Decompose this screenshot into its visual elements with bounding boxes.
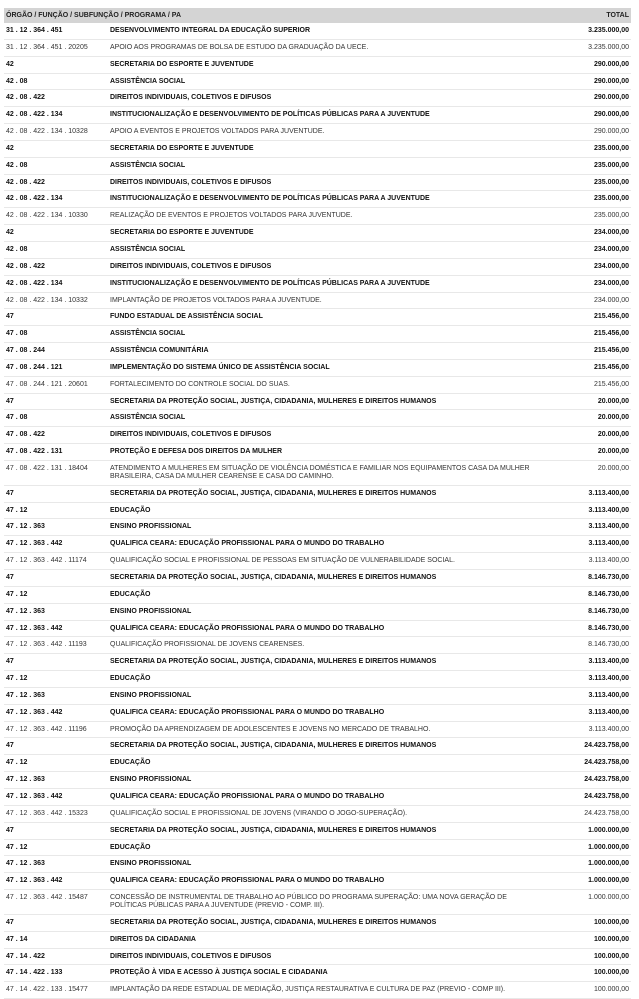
row-total: 3.113.400,00 bbox=[541, 485, 631, 502]
row-description: ENSINO PROFISSIONAL bbox=[108, 603, 541, 620]
row-description: ASSISTÊNCIA SOCIAL bbox=[108, 410, 541, 427]
table-row bbox=[4, 637, 631, 654]
row-total: 24.423.758,00 bbox=[541, 805, 631, 822]
row-code: 47 . 12 . 363 . 442 bbox=[4, 704, 108, 721]
row-total: 234.000,00 bbox=[541, 258, 631, 275]
table-row bbox=[4, 225, 631, 242]
row-description: ENSINO PROFISSIONAL bbox=[108, 856, 541, 873]
table-row bbox=[4, 326, 631, 343]
table-row bbox=[4, 687, 631, 704]
row-total: 20.000,00 bbox=[541, 427, 631, 444]
row-code: 47 . 12 . 363 . 442 bbox=[4, 620, 108, 637]
row-total: 20.000,00 bbox=[541, 393, 631, 410]
row-description: ASSISTÊNCIA COMUNITÁRIA bbox=[108, 343, 541, 360]
row-total: 100.000,00 bbox=[541, 914, 631, 931]
row-code: 42 . 08 bbox=[4, 73, 108, 90]
table-row bbox=[4, 444, 631, 461]
row-code: 42 . 08 . 422 bbox=[4, 174, 108, 191]
row-description: INSTITUCIONALIZAÇÃO E DESENVOLVIMENTO DE POLÍTICAS PÚBLICAS PARA A JUVENTUDE bbox=[108, 275, 541, 292]
table-row bbox=[4, 788, 631, 805]
table-row bbox=[4, 410, 631, 427]
row-code: 47 . 12 . 363 . 442 . 15487 bbox=[4, 890, 108, 915]
row-total: 1.000.000,00 bbox=[541, 856, 631, 873]
row-code: 47 . 12 bbox=[4, 755, 108, 772]
row-total: 3.113.400,00 bbox=[541, 519, 631, 536]
row-total: 3.113.400,00 bbox=[541, 502, 631, 519]
row-code: 47 . 12 . 363 bbox=[4, 687, 108, 704]
table-row bbox=[4, 376, 631, 393]
table-row bbox=[4, 174, 631, 191]
table-row bbox=[4, 73, 631, 90]
row-description: QUALIFICA CEARA: EDUCAÇÃO PROFISSIONAL PARA O MUNDO DO TRABALHO bbox=[108, 620, 541, 637]
row-description: PROTEÇÃO E DEFESA DOS DIREITOS DA MULHER bbox=[108, 444, 541, 461]
row-code: 47 . 08 . 422 . 131 . 18404 bbox=[4, 460, 108, 485]
row-description: QUALIFICAÇÃO PROFISSIONAL DE JOVENS CEARENSES. bbox=[108, 637, 541, 654]
row-total: 290.000,00 bbox=[541, 56, 631, 73]
table-row bbox=[4, 502, 631, 519]
row-code: 47 . 08 . 244 bbox=[4, 343, 108, 360]
row-description: IMPLANTAÇÃO DE PROJETOS VOLTADOS PARA A JUVENTUDE. bbox=[108, 292, 541, 309]
row-description: DIREITOS INDIVIDUAIS, COLETIVOS E DIFUSOS bbox=[108, 427, 541, 444]
row-code: 47 bbox=[4, 822, 108, 839]
row-description: APOIO AOS PROGRAMAS DE BOLSA DE ESTUDO DA GRADUAÇÃO DA UECE. bbox=[108, 39, 541, 56]
table-body bbox=[4, 23, 631, 999]
row-total: 3.113.400,00 bbox=[541, 671, 631, 688]
row-description: EDUCAÇÃO bbox=[108, 839, 541, 856]
table-row bbox=[4, 393, 631, 410]
row-code: 47 bbox=[4, 914, 108, 931]
row-total: 24.423.758,00 bbox=[541, 755, 631, 772]
table-row bbox=[4, 536, 631, 553]
row-total: 234.000,00 bbox=[541, 241, 631, 258]
row-total: 215.456,00 bbox=[541, 343, 631, 360]
table-row bbox=[4, 124, 631, 141]
row-total: 24.423.758,00 bbox=[541, 772, 631, 789]
table-row bbox=[4, 931, 631, 948]
table-row bbox=[4, 343, 631, 360]
row-description: DIREITOS INDIVIDUAIS, COLETIVOS E DIFUSOS bbox=[108, 90, 541, 107]
row-code: 47 . 12 bbox=[4, 671, 108, 688]
table-row bbox=[4, 805, 631, 822]
table-row bbox=[4, 914, 631, 931]
row-code: 47 . 08 . 422 . 131 bbox=[4, 444, 108, 461]
table-row bbox=[4, 140, 631, 157]
row-code: 47 . 12 . 363 . 442 bbox=[4, 536, 108, 553]
row-description: DESENVOLVIMENTO INTEGRAL DA EDUCAÇÃO SUPERIOR bbox=[108, 23, 541, 39]
row-code: 47 . 12 . 363 . 442 bbox=[4, 788, 108, 805]
row-description: IMPLEMENTAÇÃO DO SISTEMA ÚNICO DE ASSISTÊNCIA SOCIAL bbox=[108, 359, 541, 376]
row-total: 234.000,00 bbox=[541, 275, 631, 292]
table-row bbox=[4, 275, 631, 292]
row-code: 42 . 08 . 422 . 134 . 10332 bbox=[4, 292, 108, 309]
row-description: SECRETARIA DO ESPORTE E JUVENTUDE bbox=[108, 140, 541, 157]
row-description: SECRETARIA DA PROTEÇÃO SOCIAL, JUSTIÇA, CIDADANIA, MULHERES E DIREITOS HUMANOS bbox=[108, 570, 541, 587]
table-row bbox=[4, 460, 631, 485]
table-row bbox=[4, 738, 631, 755]
table-row bbox=[4, 359, 631, 376]
row-total: 1.000.000,00 bbox=[541, 873, 631, 890]
row-description: QUALIFICA CEARA: EDUCAÇÃO PROFISSIONAL PARA O MUNDO DO TRABALHO bbox=[108, 788, 541, 805]
row-description: CONCESSÃO DE INSTRUMENTAL DE TRABALHO AO PÚBLICO DO PROGRAMA SUPERAÇÃO: UMA NOVA GERAÇÃO DE POLÍTICAS PÚBLICAS PARA A JUVENTUDE (PREVIO - COMP. III). bbox=[108, 890, 541, 915]
row-total: 8.146.730,00 bbox=[541, 586, 631, 603]
table-row bbox=[4, 191, 631, 208]
row-description: DIREITOS INDIVIDUAIS, COLETIVOS E DIFUSOS bbox=[108, 258, 541, 275]
row-code: 47 bbox=[4, 738, 108, 755]
row-code: 31 . 12 . 364 . 451 bbox=[4, 23, 108, 39]
table-row bbox=[4, 721, 631, 738]
row-description: SECRETARIA DA PROTEÇÃO SOCIAL, JUSTIÇA, CIDADANIA, MULHERES E DIREITOS HUMANOS bbox=[108, 822, 541, 839]
row-description: SECRETARIA DO ESPORTE E JUVENTUDE bbox=[108, 225, 541, 242]
row-total: 235.000,00 bbox=[541, 191, 631, 208]
row-total: 8.146.730,00 bbox=[541, 620, 631, 637]
row-description: QUALIFICAÇÃO SOCIAL E PROFISSIONAL DE PESSOAS EM SITUAÇÃO DE VULNERABILIDADE SOCIAL. bbox=[108, 553, 541, 570]
row-description: DIREITOS DA CIDADANIA bbox=[108, 931, 541, 948]
table-row bbox=[4, 56, 631, 73]
row-total: 290.000,00 bbox=[541, 90, 631, 107]
row-description: ASSISTÊNCIA SOCIAL bbox=[108, 241, 541, 258]
row-code: 47 . 12 . 363 bbox=[4, 603, 108, 620]
row-code: 42 . 08 . 422 . 134 bbox=[4, 275, 108, 292]
row-code: 47 . 08 bbox=[4, 326, 108, 343]
row-total: 235.000,00 bbox=[541, 174, 631, 191]
row-description: ATENDIMENTO A MULHERES EM SITUAÇÃO DE VIOLÊNCIA DOMÉSTICA E FAMILIAR NOS EQUIPAMENTOS CASA DA MULHER BRASILEIRA, CASA DA MULHER CEARENSE E CASA DO CAMINHO. bbox=[108, 460, 541, 485]
row-total: 215.456,00 bbox=[541, 359, 631, 376]
header-codigo: ÓRGÃO / FUNÇÃO / SUBFUNÇÃO / PROGRAMA / PA bbox=[4, 8, 541, 23]
row-code: 47 . 12 . 363 bbox=[4, 772, 108, 789]
row-description: IMPLANTAÇÃO DA REDE ESTADUAL DE MEDIAÇÃO, JUSTIÇA RESTAURATIVA E CULTURA DE PAZ (PREVIO - COMP III). bbox=[108, 982, 541, 999]
table-row bbox=[4, 427, 631, 444]
table-row bbox=[4, 620, 631, 637]
row-total: 290.000,00 bbox=[541, 124, 631, 141]
table-row bbox=[4, 292, 631, 309]
row-total: 1.000.000,00 bbox=[541, 890, 631, 915]
row-total: 3.113.400,00 bbox=[541, 704, 631, 721]
row-code: 42 . 08 . 422 . 134 bbox=[4, 191, 108, 208]
header-total: TOTAL bbox=[541, 8, 631, 23]
table-row bbox=[4, 704, 631, 721]
row-total: 215.456,00 bbox=[541, 309, 631, 326]
row-total: 8.146.730,00 bbox=[541, 603, 631, 620]
row-code: 42 . 08 bbox=[4, 157, 108, 174]
row-description: PROTEÇÃO À VIDA E ACESSO À JUSTIÇA SOCIAL E CIDADANIA bbox=[108, 965, 541, 982]
row-code: 42 . 08 . 422 bbox=[4, 90, 108, 107]
row-description: ENSINO PROFISSIONAL bbox=[108, 519, 541, 536]
row-code: 47 . 12 . 363 . 442 . 11174 bbox=[4, 553, 108, 570]
row-total: 3.113.400,00 bbox=[541, 687, 631, 704]
row-code: 47 . 14 . 422 . 133 . 15477 bbox=[4, 982, 108, 999]
table-row bbox=[4, 157, 631, 174]
row-total: 215.456,00 bbox=[541, 326, 631, 343]
row-description: EDUCAÇÃO bbox=[108, 671, 541, 688]
row-total: 3.113.400,00 bbox=[541, 721, 631, 738]
row-code: 47 bbox=[4, 309, 108, 326]
row-total: 20.000,00 bbox=[541, 444, 631, 461]
row-description: DIREITOS INDIVIDUAIS, COLETIVOS E DIFUSOS bbox=[108, 174, 541, 191]
row-total: 100.000,00 bbox=[541, 931, 631, 948]
row-total: 3.235.000,00 bbox=[541, 39, 631, 56]
row-description: QUALIFICA CEARA: EDUCAÇÃO PROFISSIONAL PARA O MUNDO DO TRABALHO bbox=[108, 704, 541, 721]
row-code: 47 . 12 bbox=[4, 586, 108, 603]
row-description: REALIZAÇÃO DE EVENTOS E PROJETOS VOLTADOS PARA JUVENTUDE. bbox=[108, 208, 541, 225]
table-row bbox=[4, 755, 631, 772]
row-total: 234.000,00 bbox=[541, 225, 631, 242]
table-row bbox=[4, 982, 631, 999]
row-description: ENSINO PROFISSIONAL bbox=[108, 772, 541, 789]
row-code: 42 . 08 bbox=[4, 241, 108, 258]
table-row bbox=[4, 890, 631, 915]
table-row bbox=[4, 23, 631, 39]
row-code: 47 bbox=[4, 393, 108, 410]
row-code: 47 . 12 . 363 . 442 . 15323 bbox=[4, 805, 108, 822]
table-row bbox=[4, 603, 631, 620]
table-row bbox=[4, 772, 631, 789]
row-description: PROMOÇÃO DA APRENDIZAGEM DE ADOLESCENTES E JOVENS NO MERCADO DE TRABALHO. bbox=[108, 721, 541, 738]
row-code: 42 . 08 . 422 . 134 . 10328 bbox=[4, 124, 108, 141]
row-code: 47 . 08 . 422 bbox=[4, 427, 108, 444]
row-code: 47 . 14 . 422 bbox=[4, 948, 108, 965]
row-description: SECRETARIA DA PROTEÇÃO SOCIAL, JUSTIÇA, CIDADANIA, MULHERES E DIREITOS HUMANOS bbox=[108, 914, 541, 931]
row-code: 42 . 08 . 422 . 134 bbox=[4, 107, 108, 124]
table-row bbox=[4, 519, 631, 536]
row-code: 47 . 14 . 422 . 133 bbox=[4, 965, 108, 982]
row-code: 47 . 12 bbox=[4, 502, 108, 519]
row-description: ASSISTÊNCIA SOCIAL bbox=[108, 326, 541, 343]
table-row bbox=[4, 107, 631, 124]
table-row bbox=[4, 948, 631, 965]
table-row bbox=[4, 570, 631, 587]
row-code: 47 . 08 . 244 . 121 bbox=[4, 359, 108, 376]
row-description: SECRETARIA DA PROTEÇÃO SOCIAL, JUSTIÇA, CIDADANIA, MULHERES E DIREITOS HUMANOS bbox=[108, 654, 541, 671]
row-total: 3.113.400,00 bbox=[541, 536, 631, 553]
row-total: 1.000.000,00 bbox=[541, 822, 631, 839]
row-description: EDUCAÇÃO bbox=[108, 502, 541, 519]
row-code: 31 . 12 . 364 . 451 . 20205 bbox=[4, 39, 108, 56]
table-row bbox=[4, 839, 631, 856]
row-total: 235.000,00 bbox=[541, 157, 631, 174]
row-description: FORTALECIMENTO DO CONTROLE SOCIAL DO SUAS. bbox=[108, 376, 541, 393]
row-total: 24.423.758,00 bbox=[541, 788, 631, 805]
row-description: EDUCAÇÃO bbox=[108, 586, 541, 603]
table-row bbox=[4, 309, 631, 326]
row-code: 47 . 12 . 363 . 442 bbox=[4, 873, 108, 890]
table-row bbox=[4, 485, 631, 502]
row-total: 290.000,00 bbox=[541, 107, 631, 124]
row-total: 24.423.758,00 bbox=[541, 738, 631, 755]
row-total: 8.146.730,00 bbox=[541, 637, 631, 654]
row-description: ASSISTÊNCIA SOCIAL bbox=[108, 73, 541, 90]
row-total: 20.000,00 bbox=[541, 410, 631, 427]
budget-table bbox=[4, 8, 631, 999]
row-total: 234.000,00 bbox=[541, 292, 631, 309]
row-code: 42 . 08 . 422 bbox=[4, 258, 108, 275]
row-code: 42 bbox=[4, 140, 108, 157]
table-row bbox=[4, 671, 631, 688]
row-code: 42 . 08 . 422 . 134 . 10330 bbox=[4, 208, 108, 225]
row-description: DIREITOS INDIVIDUAIS, COLETIVOS E DIFUSOS bbox=[108, 948, 541, 965]
row-description: QUALIFICA CEARA: EDUCAÇÃO PROFISSIONAL PARA O MUNDO DO TRABALHO bbox=[108, 873, 541, 890]
table-row bbox=[4, 586, 631, 603]
row-description: EDUCAÇÃO bbox=[108, 755, 541, 772]
row-description: INSTITUCIONALIZAÇÃO E DESENVOLVIMENTO DE POLÍTICAS PÚBLICAS PARA A JUVENTUDE bbox=[108, 191, 541, 208]
row-total: 100.000,00 bbox=[541, 965, 631, 982]
row-total: 3.113.400,00 bbox=[541, 553, 631, 570]
table-row bbox=[4, 208, 631, 225]
row-code: 47 . 08 . 244 . 121 . 20601 bbox=[4, 376, 108, 393]
row-code: 47 . 14 bbox=[4, 931, 108, 948]
table-row bbox=[4, 965, 631, 982]
row-description: APOIO A EVENTOS E PROJETOS VOLTADOS PARA JUVENTUDE. bbox=[108, 124, 541, 141]
row-total: 290.000,00 bbox=[541, 73, 631, 90]
row-code: 47 . 12 . 363 . 442 . 11193 bbox=[4, 637, 108, 654]
row-description: QUALIFICAÇÃO SOCIAL E PROFISSIONAL DE JOVENS (VIRANDO O JOGO-SUPERAÇÃO). bbox=[108, 805, 541, 822]
row-code: 47 bbox=[4, 654, 108, 671]
table-header bbox=[4, 8, 631, 23]
row-code: 47 bbox=[4, 485, 108, 502]
table-row bbox=[4, 39, 631, 56]
row-total: 235.000,00 bbox=[541, 208, 631, 225]
row-code: 47 . 12 . 363 bbox=[4, 519, 108, 536]
table-row bbox=[4, 553, 631, 570]
table-row bbox=[4, 654, 631, 671]
row-code: 47 . 12 . 363 . 442 . 11196 bbox=[4, 721, 108, 738]
row-code: 42 bbox=[4, 225, 108, 242]
row-total: 8.146.730,00 bbox=[541, 570, 631, 587]
row-code: 47 . 12 bbox=[4, 839, 108, 856]
table-row bbox=[4, 822, 631, 839]
row-total: 20.000,00 bbox=[541, 460, 631, 485]
row-total: 100.000,00 bbox=[541, 948, 631, 965]
row-total: 100.000,00 bbox=[541, 982, 631, 999]
row-total: 215.456,00 bbox=[541, 376, 631, 393]
row-code: 47 bbox=[4, 570, 108, 587]
table-row bbox=[4, 258, 631, 275]
row-description: QUALIFICA CEARA: EDUCAÇÃO PROFISSIONAL PARA O MUNDO DO TRABALHO bbox=[108, 536, 541, 553]
row-description: SECRETARIA DO ESPORTE E JUVENTUDE bbox=[108, 56, 541, 73]
row-description: FUNDO ESTADUAL DE ASSISTÊNCIA SOCIAL bbox=[108, 309, 541, 326]
row-code: 47 . 08 bbox=[4, 410, 108, 427]
row-code: 47 . 12 . 363 bbox=[4, 856, 108, 873]
row-description: INSTITUCIONALIZAÇÃO E DESENVOLVIMENTO DE POLÍTICAS PÚBLICAS PARA A JUVENTUDE bbox=[108, 107, 541, 124]
row-description: ASSISTÊNCIA SOCIAL bbox=[108, 157, 541, 174]
table-row bbox=[4, 873, 631, 890]
row-total: 3.235.000,00 bbox=[541, 23, 631, 39]
row-code: 42 bbox=[4, 56, 108, 73]
row-total: 235.000,00 bbox=[541, 140, 631, 157]
row-total: 3.113.400,00 bbox=[541, 654, 631, 671]
row-description: SECRETARIA DA PROTEÇÃO SOCIAL, JUSTIÇA, CIDADANIA, MULHERES E DIREITOS HUMANOS bbox=[108, 738, 541, 755]
row-total: 1.000.000,00 bbox=[541, 839, 631, 856]
header-row bbox=[4, 8, 631, 23]
table-row bbox=[4, 90, 631, 107]
row-description: SECRETARIA DA PROTEÇÃO SOCIAL, JUSTIÇA, CIDADANIA, MULHERES E DIREITOS HUMANOS bbox=[108, 393, 541, 410]
table-row bbox=[4, 241, 631, 258]
table-row bbox=[4, 856, 631, 873]
row-description: SECRETARIA DA PROTEÇÃO SOCIAL, JUSTIÇA, CIDADANIA, MULHERES E DIREITOS HUMANOS bbox=[108, 485, 541, 502]
row-description: ENSINO PROFISSIONAL bbox=[108, 687, 541, 704]
